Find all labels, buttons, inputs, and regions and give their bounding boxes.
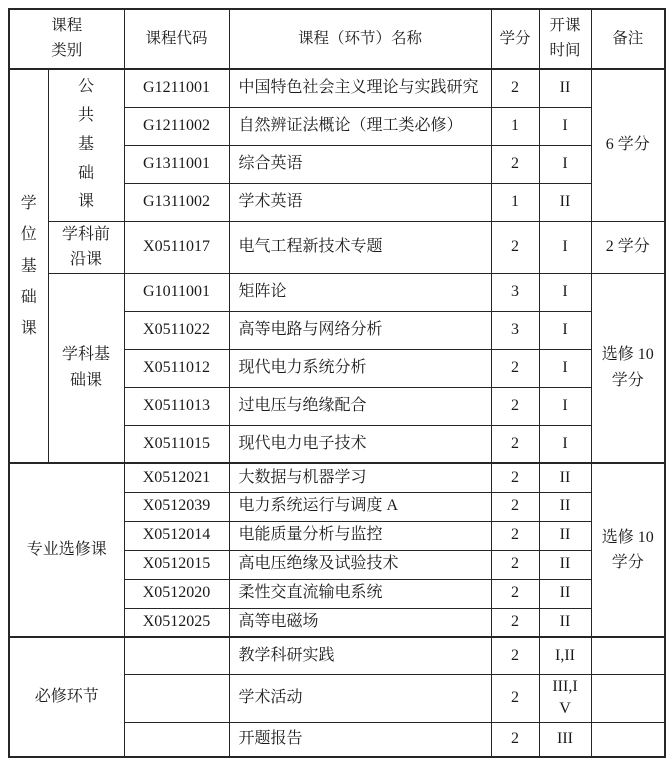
header-category-label: 课程类别: [51, 17, 83, 59]
course-code-cell: X0511013: [124, 387, 229, 425]
table-row: [9, 273, 665, 311]
course-name-cell: 电力系统运行与调度 A: [229, 492, 491, 521]
credits-cell: 2: [491, 221, 539, 273]
course-code-cell: X0512039: [124, 492, 229, 521]
header-category-cell: [9, 9, 124, 69]
credits-cell: 3: [491, 273, 539, 311]
course-name-cell: 电能质量分析与监控: [229, 521, 491, 550]
course-name-cell: 电气工程新技术专题: [229, 221, 491, 273]
subcategory-label: 学科基础课: [61, 346, 110, 389]
remark-cell: 2 学分: [591, 221, 665, 273]
header-remark-cell: 备注: [591, 9, 665, 69]
credits-cell: 2: [491, 349, 539, 387]
time-cell: I: [539, 349, 591, 387]
time-cell: I: [539, 273, 591, 311]
remark-cell: [591, 273, 665, 463]
course-code-cell: X0511017: [124, 221, 229, 273]
remark-cell: [591, 674, 665, 722]
remark-cell: [591, 463, 665, 637]
header-time-cell: [539, 9, 591, 69]
credits-cell: 1: [491, 107, 539, 145]
course-name-cell: 过电压与绝缘配合: [229, 387, 491, 425]
table-row: [9, 463, 665, 492]
subcategory-label: 公共基础课: [77, 78, 94, 211]
course-code-cell: G1211002: [124, 107, 229, 145]
category-label: 学位基础课: [20, 195, 37, 337]
credits-cell: 2: [491, 637, 539, 674]
time-cell: [539, 674, 591, 722]
time-cell: I: [539, 145, 591, 183]
credits-cell: 3: [491, 311, 539, 349]
remark-cell: [591, 722, 665, 757]
course-name-cell: 大数据与机器学习: [229, 463, 491, 492]
time-cell: II: [539, 183, 591, 221]
credits-cell: 2: [491, 463, 539, 492]
category-cell-professional-elective: 专业选修课: [9, 463, 124, 637]
credits-cell: 2: [491, 722, 539, 757]
time-cell: II: [539, 492, 591, 521]
header-code-cell: 课程代码: [124, 9, 229, 69]
table-row: [9, 69, 665, 107]
category-cell-required-activities: 必修环节: [9, 637, 124, 757]
course-code-cell: G1311002: [124, 183, 229, 221]
subcategory-cell-public-basic: [48, 69, 124, 221]
time-cell: II: [539, 69, 591, 107]
course-code-cell: X0511022: [124, 311, 229, 349]
course-code-cell: X0512014: [124, 521, 229, 550]
time-label: III,IV: [552, 677, 578, 718]
credits-cell: 2: [491, 550, 539, 579]
credits-cell: 2: [491, 425, 539, 463]
course-name-cell: 矩阵论: [229, 273, 491, 311]
course-name-cell: 高等电磁场: [229, 608, 491, 637]
course-code-cell: [124, 722, 229, 757]
course-code-cell: G1011001: [124, 273, 229, 311]
course-name-cell: 学术活动: [229, 674, 491, 722]
course-code-cell: G1311001: [124, 145, 229, 183]
time-cell: II: [539, 521, 591, 550]
course-code-cell: X0512025: [124, 608, 229, 637]
course-code-cell: X0512020: [124, 579, 229, 608]
credits-cell: 2: [491, 674, 539, 722]
course-name-cell: 自然辨证法概论（理工类必修）: [229, 107, 491, 145]
time-cell: II: [539, 579, 591, 608]
header-name-cell: 课程（环节）名称: [229, 9, 491, 69]
header-credits-cell: 学分: [491, 9, 539, 69]
credits-cell: 2: [491, 608, 539, 637]
credits-cell: 2: [491, 145, 539, 183]
credits-cell: 2: [491, 579, 539, 608]
time-label: III: [557, 730, 573, 748]
course-name-cell: 高电压绝缘及试验技术: [229, 550, 491, 579]
time-cell: I: [539, 107, 591, 145]
header-row: [9, 9, 665, 69]
course-name-cell: 综合英语: [229, 145, 491, 183]
remark-cell: [591, 637, 665, 674]
time-cell: [539, 637, 591, 674]
remark-cell: 6 学分: [591, 69, 665, 221]
credits-cell: 2: [491, 492, 539, 521]
subcategory-cell-frontier: [48, 221, 124, 273]
header-time-label: 开课时间: [549, 17, 581, 59]
course-code-cell: X0512021: [124, 463, 229, 492]
course-code-cell: [124, 637, 229, 674]
time-cell: I: [539, 425, 591, 463]
subcategory-cell-discipline-basic: [48, 273, 124, 463]
table-row: [9, 637, 665, 674]
course-code-cell: X0511012: [124, 349, 229, 387]
credits-cell: 2: [491, 387, 539, 425]
course-name-cell: 现代电力系统分析: [229, 349, 491, 387]
course-name-cell: 教学科研实践: [229, 637, 491, 674]
course-name-cell: 柔性交直流输电系统: [229, 579, 491, 608]
credits-cell: 2: [491, 69, 539, 107]
time-cell: II: [539, 463, 591, 492]
course-name-cell: 学术英语: [229, 183, 491, 221]
time-cell: I: [539, 221, 591, 273]
credits-cell: 1: [491, 183, 539, 221]
curriculum-table: [8, 8, 666, 758]
remark-label: 选修 10 学分: [601, 528, 654, 572]
course-code-cell: X0511015: [124, 425, 229, 463]
course-name-cell: 开题报告: [229, 722, 491, 757]
course-code-cell: X0512015: [124, 550, 229, 579]
remark-label: 选修 10 学分: [601, 346, 654, 389]
time-cell: [539, 722, 591, 757]
category-cell-degree-foundation: [9, 69, 48, 463]
time-cell: II: [539, 550, 591, 579]
course-name-cell: 中国特色社会主义理论与实践研究: [229, 69, 491, 107]
time-cell: I: [539, 387, 591, 425]
time-label: I,II: [555, 646, 575, 664]
time-cell: I: [539, 311, 591, 349]
subcategory-label: 学科前沿课: [61, 225, 110, 269]
time-cell: II: [539, 608, 591, 637]
course-name-cell: 现代电力电子技术: [229, 425, 491, 463]
course-name-cell: 高等电路与网络分析: [229, 311, 491, 349]
course-code-cell: G1211001: [124, 69, 229, 107]
course-code-cell: [124, 674, 229, 722]
table-row: [9, 221, 665, 273]
credits-cell: 2: [491, 521, 539, 550]
